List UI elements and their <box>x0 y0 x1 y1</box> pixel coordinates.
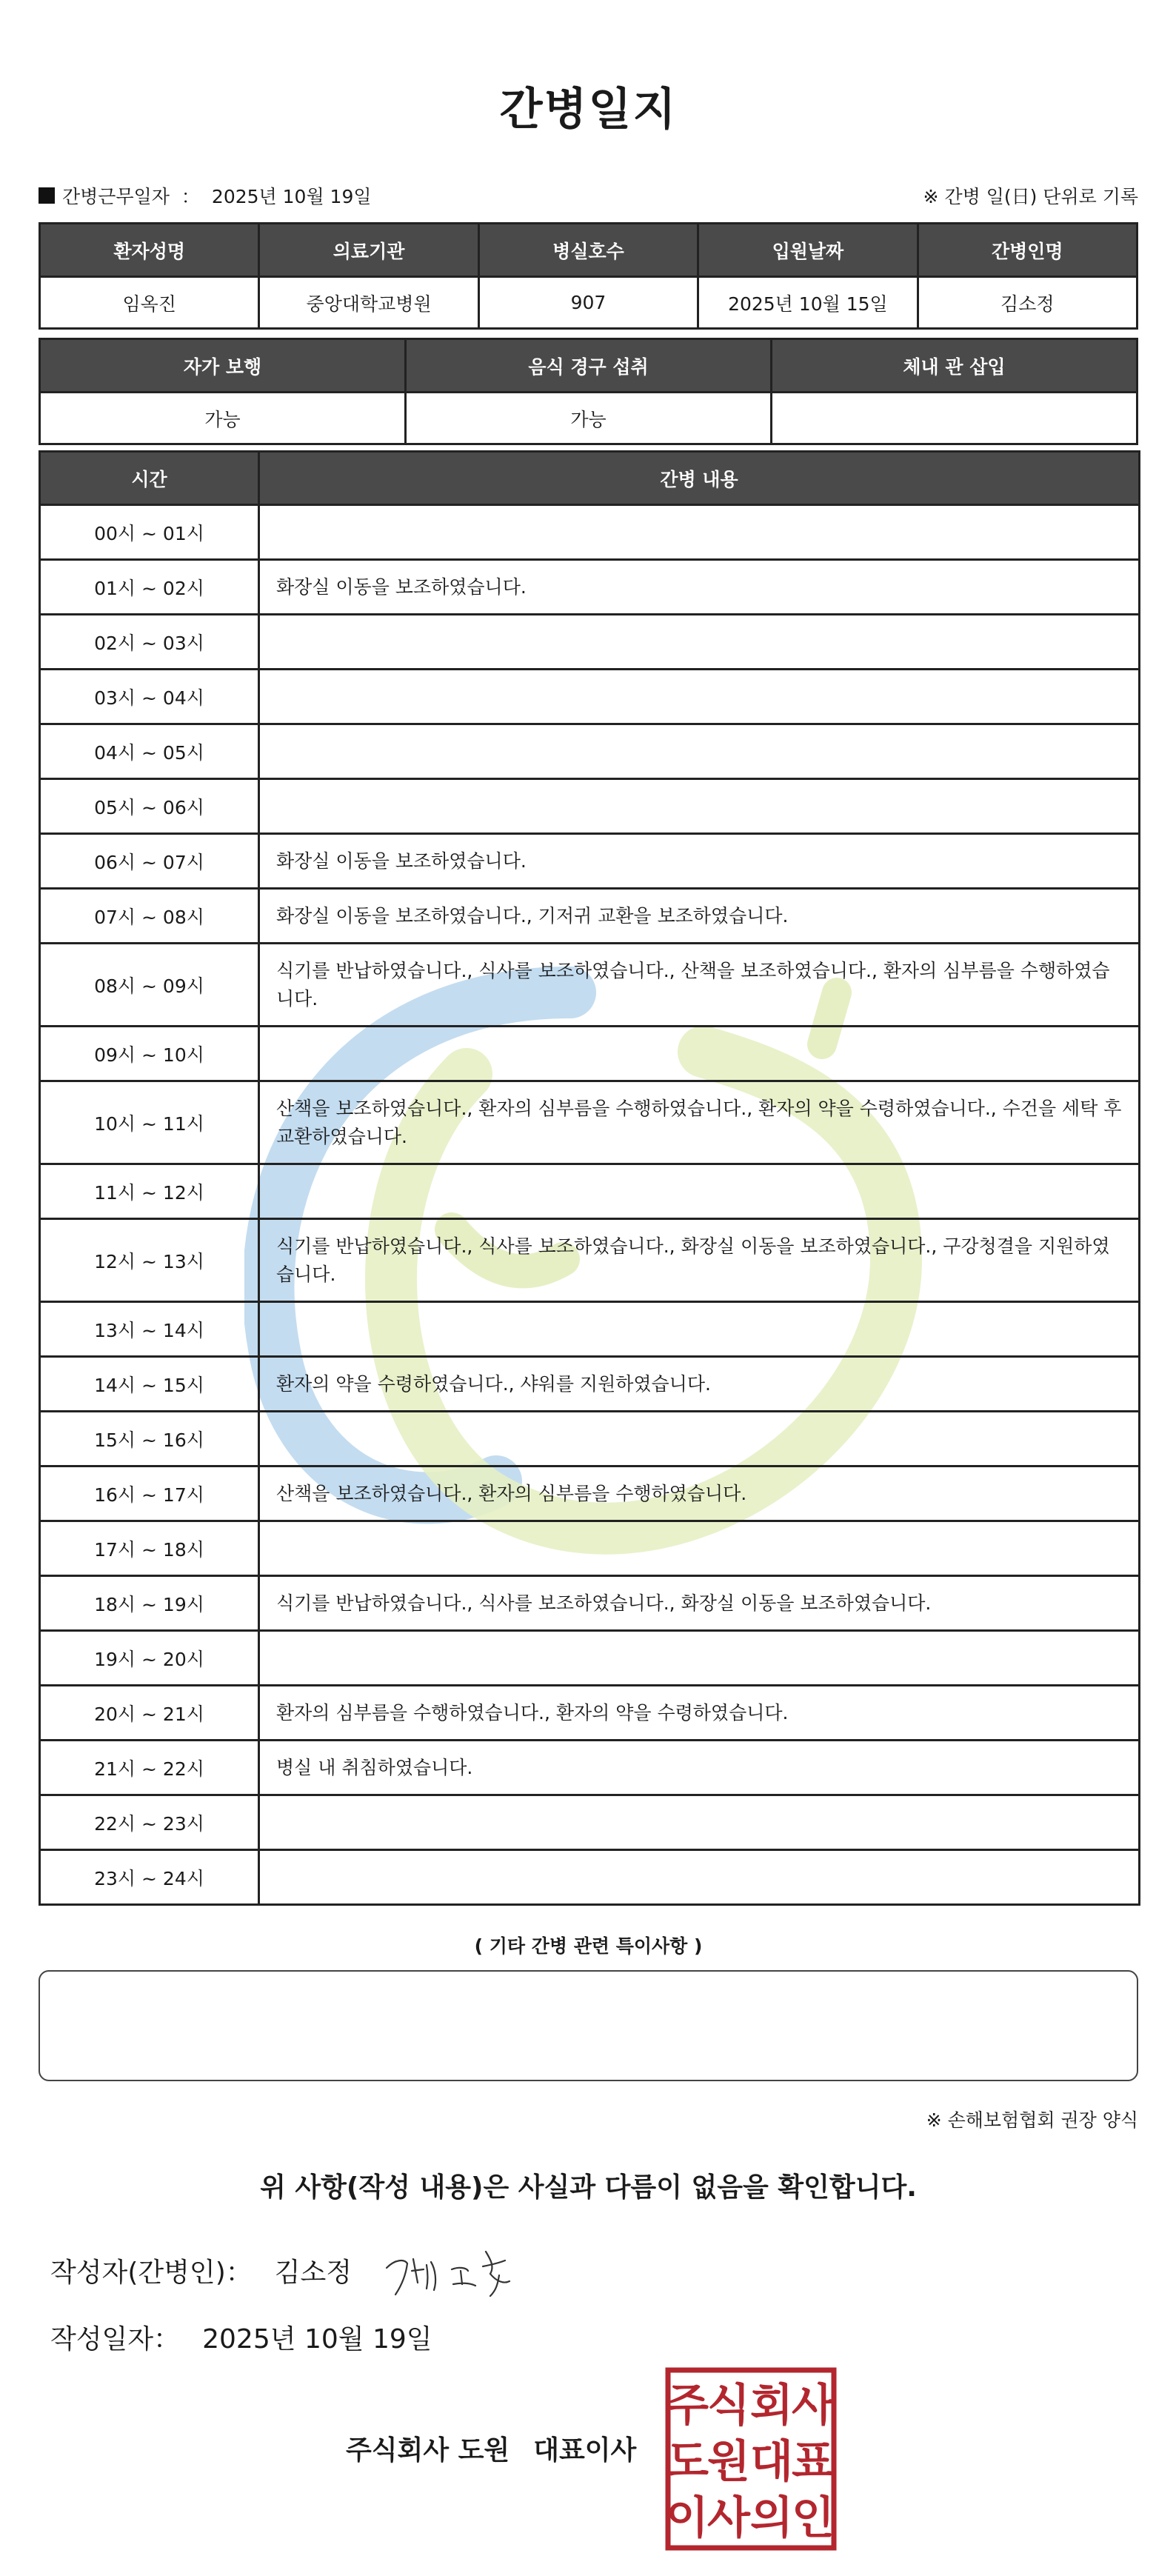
care-content: 식기를 반납하였습니다., 식사를 보조하였습니다., 산책을 보조하였습니다., 환자의 심부름을 수행하였습니다. <box>259 944 1140 1027</box>
table-row <box>40 724 1140 779</box>
patient-status-table <box>39 338 1138 445</box>
time-slot: 14시 ~ 15시 <box>40 1357 259 1412</box>
time-slot: 08시 ~ 09시 <box>40 944 259 1027</box>
table-row <box>40 1412 1140 1466</box>
confirmation-statement: 위 사항(작성 내용)은 사실과 다름이 없음을 확인합니다. <box>260 2172 917 2203</box>
time-slot: 15시 ~ 16시 <box>40 1412 259 1466</box>
writer-row <box>50 2252 352 2289</box>
care-content: 산책을 보조하였습니다., 환자의 심부름을 수행하였습니다., 환자의 약을 수령하였습니다., 수건을 세탁 후 교환하였습니다. <box>259 1081 1140 1164</box>
care-content: 산책을 보조하였습니다., 환자의 심부름을 수행하였습니다. <box>259 1466 1140 1521</box>
time-slot: 23시 ~ 24시 <box>40 1850 259 1905</box>
time-slot: 12시 ~ 13시 <box>40 1219 259 1302</box>
tube-insertion-value <box>772 393 1137 444</box>
company-signature-line <box>346 2429 636 2467</box>
table-row <box>40 1027 1140 1081</box>
table-row <box>40 1850 1140 1905</box>
writer-name: 김소정 <box>274 2258 353 2288</box>
care-content: 식기를 반납하였습니다., 식사를 보조하였습니다., 화장실 이동을 보조하였습니다. <box>259 1576 1140 1631</box>
svg-text:인: 인 <box>792 2492 835 2544</box>
svg-text:원: 원 <box>707 2436 750 2488</box>
company-role: 대표이사 <box>533 2435 637 2466</box>
work-date <box>39 182 372 209</box>
care-content <box>259 1631 1140 1686</box>
table-row <box>40 615 1140 670</box>
table-row <box>40 1631 1140 1686</box>
table-row <box>40 889 1140 944</box>
patient-info-table <box>39 222 1138 330</box>
time-slot: 04시 ~ 05시 <box>40 724 259 779</box>
table-row <box>40 944 1140 1027</box>
care-content <box>259 724 1140 779</box>
time-slot: 16시 ~ 17시 <box>40 1466 259 1521</box>
care-log-table <box>39 450 1140 1906</box>
svg-text:도: 도 <box>666 2436 709 2488</box>
table-row <box>40 1357 1140 1412</box>
record-unit-note: ※ 간병 일(日) 단위로 기록 <box>923 186 1138 207</box>
care-content <box>259 505 1140 560</box>
time-slot: 17시 ~ 18시 <box>40 1521 259 1576</box>
header-room-number: 병실호수 <box>478 224 698 277</box>
care-content <box>259 1164 1140 1219</box>
time-slot: 07시 ~ 08시 <box>40 889 259 944</box>
care-content <box>259 1850 1140 1905</box>
caregiver-name: 김소정 <box>918 277 1137 329</box>
care-content <box>259 1302 1140 1357</box>
svg-text:주: 주 <box>666 2380 709 2432</box>
table-row <box>40 505 1140 560</box>
time-slot: 19시 ~ 20시 <box>40 1631 259 1686</box>
header-caregiver-name: 간병인명 <box>918 224 1137 277</box>
room-number: 907 <box>478 277 698 329</box>
meta-row <box>39 182 1138 212</box>
table-row <box>40 1521 1140 1576</box>
written-date-value: 2025년 10월 19일 <box>202 2324 432 2355</box>
header-self-walking: 자가 보행 <box>40 339 406 393</box>
patient-name: 임옥진 <box>40 277 259 329</box>
svg-text:표: 표 <box>792 2436 835 2488</box>
svg-text:대: 대 <box>750 2436 793 2488</box>
table-row <box>40 1466 1140 1521</box>
remarks-box <box>39 1970 1138 2081</box>
time-slot: 01시 ~ 02시 <box>40 560 259 615</box>
table-row <box>40 1741 1140 1795</box>
admission-date: 2025년 10월 15일 <box>698 277 918 329</box>
time-slot: 11시 ~ 12시 <box>40 1164 259 1219</box>
work-date-label: 간병근무일자 <box>62 186 170 207</box>
header-admission-date: 입원날짜 <box>698 224 918 277</box>
care-content: 환자의 심부름을 수행하였습니다., 환자의 약을 수령하였습니다. <box>259 1686 1140 1741</box>
svg-text:이: 이 <box>666 2492 709 2544</box>
company-name: 주식회사 도원 <box>346 2435 510 2466</box>
time-slot: 13시 ~ 14시 <box>40 1302 259 1357</box>
care-content <box>259 670 1140 724</box>
care-content: 화장실 이동을 보조하였습니다. <box>259 834 1140 889</box>
header-time: 시간 <box>40 452 259 505</box>
table-row <box>40 1686 1140 1741</box>
time-slot: 20시 ~ 21시 <box>40 1686 259 1741</box>
care-content: 환자의 약을 수령하였습니다., 샤워를 지원하였습니다. <box>259 1357 1140 1412</box>
care-content <box>259 1795 1140 1850</box>
svg-text:사: 사 <box>707 2492 750 2544</box>
header-tube-insertion: 체내 관 삽입 <box>772 339 1137 393</box>
hospital: 중앙대학교병원 <box>259 277 478 329</box>
page-title: 간병일지 <box>499 84 678 136</box>
written-date-label: 작성일자： <box>50 2324 181 2355</box>
self-walking-value: 가능 <box>40 393 406 444</box>
time-slot: 18시 ~ 19시 <box>40 1576 259 1631</box>
time-slot: 05시 ~ 06시 <box>40 779 259 834</box>
care-content <box>259 1521 1140 1576</box>
table-row <box>40 834 1140 889</box>
care-content: 화장실 이동을 보조하였습니다., 기저귀 교환을 보조하였습니다. <box>259 889 1140 944</box>
work-date-value: 2025년 10월 19일 <box>211 186 372 207</box>
table-row <box>40 1164 1140 1219</box>
svg-text:식: 식 <box>707 2380 750 2432</box>
time-slot: 10시 ~ 11시 <box>40 1081 259 1164</box>
table-row <box>40 670 1140 724</box>
header-oral-intake: 음식 경구 섭취 <box>406 339 772 393</box>
square-bullet-icon <box>39 187 55 204</box>
company-seal-stamp-icon <box>665 2367 837 2551</box>
header-hospital: 의료기관 <box>259 224 478 277</box>
care-content <box>259 615 1140 670</box>
time-slot: 03시 ~ 04시 <box>40 670 259 724</box>
svg-text:의: 의 <box>750 2492 793 2544</box>
time-slot: 22시 ~ 23시 <box>40 1795 259 1850</box>
table-row <box>40 1576 1140 1631</box>
header-patient-name: 환자성명 <box>40 224 259 277</box>
svg-text:회: 회 <box>750 2380 793 2432</box>
header-care-content: 간병 내용 <box>259 452 1140 505</box>
time-slot: 09시 ~ 10시 <box>40 1027 259 1081</box>
care-content: 병실 내 취침하였습니다. <box>259 1741 1140 1795</box>
care-content: 식기를 반납하였습니다., 식사를 보조하였습니다., 화장실 이동을 보조하였습니다., 구강청결을 지원하였습니다. <box>259 1219 1140 1302</box>
table-row <box>40 1302 1140 1357</box>
written-date-row <box>50 2318 432 2356</box>
svg-text:사: 사 <box>792 2380 835 2432</box>
table-row <box>40 1795 1140 1850</box>
remarks-title: ( 기타 간병 관련 특이사항 ) <box>474 1935 703 1957</box>
time-slot: 02시 ~ 03시 <box>40 615 259 670</box>
care-content <box>259 1027 1140 1081</box>
recommend-note: ※ 손해보험협회 권장 양식 <box>926 2109 1138 2131</box>
care-content <box>259 1412 1140 1466</box>
table-row <box>40 560 1140 615</box>
work-date-separator: ： <box>181 186 200 207</box>
care-content <box>259 779 1140 834</box>
table-row <box>40 779 1140 834</box>
handwritten-signature-icon <box>379 2237 527 2303</box>
oral-intake-value: 가능 <box>406 393 772 444</box>
time-slot: 21시 ~ 22시 <box>40 1741 259 1795</box>
writer-label: 작성자(간병인)： <box>50 2258 253 2288</box>
care-log-rows <box>40 505 1140 1905</box>
table-row <box>40 1219 1140 1302</box>
table-row <box>40 1081 1140 1164</box>
time-slot: 06시 ~ 07시 <box>40 834 259 889</box>
care-content: 화장실 이동을 보조하였습니다. <box>259 560 1140 615</box>
time-slot: 00시 ~ 01시 <box>40 505 259 560</box>
